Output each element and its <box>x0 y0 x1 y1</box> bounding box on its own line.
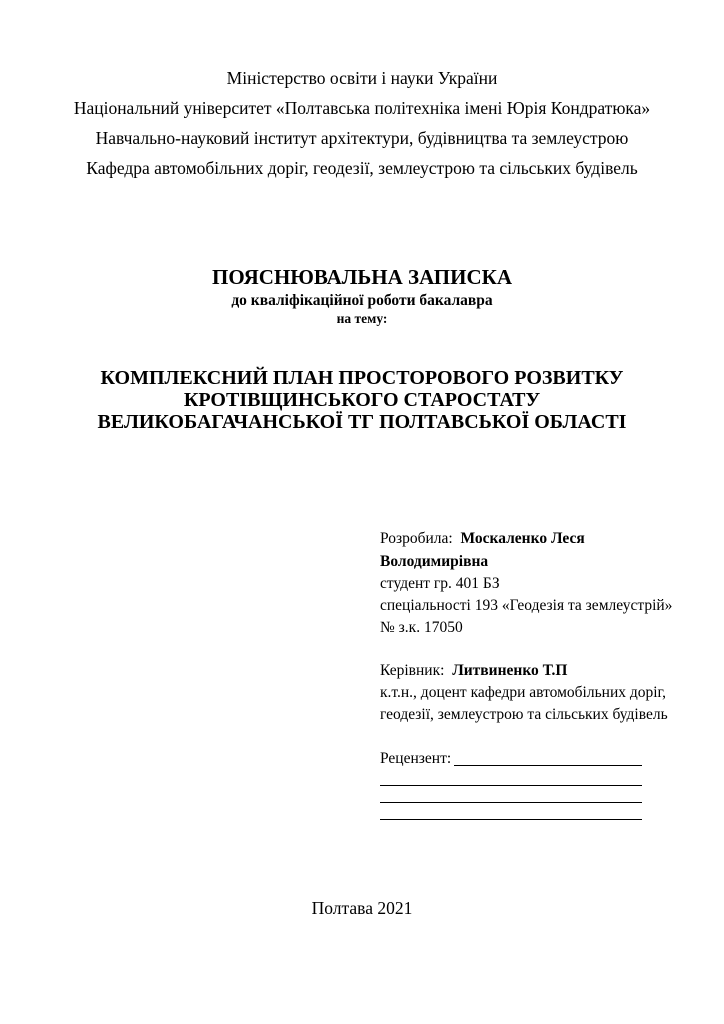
city-year: Полтава 2021 <box>311 898 413 918</box>
document-subtitle: до кваліфікаційної роботи бакалавра <box>231 292 493 309</box>
department-line: Кафедра автомобільних доріг, геодезії, землеустрою та сільських будівель <box>86 158 638 178</box>
supervisor-label: Керівник: <box>380 662 445 679</box>
topic-line-1: КОМПЛЕКСНИЙ ПЛАН ПРОСТОРОВОГО РОЗВИТКУ <box>100 367 624 389</box>
supervisor-position-2: геодезії, землеустрою та сільських будівель <box>380 706 668 723</box>
reviewer-label: Рецензент: <box>380 750 452 767</box>
supervisor-name: Литвиненко Т.П <box>452 662 568 679</box>
ministry-line: Міністерство освіти і науки України <box>226 68 498 88</box>
reviewer-blank-line-3 <box>380 819 642 820</box>
reviewer-name-line <box>454 765 642 766</box>
author-name-row-2 <box>380 553 488 571</box>
author-specialty: спеціальності 193 «Геодезія та землеустрій» <box>380 597 673 614</box>
supervisor-row <box>380 662 567 680</box>
supervisor-position-1: к.т.н., доцент кафедри автомобільних доріг, <box>380 684 667 701</box>
document-title: ПОЯСНЮВАЛЬНА ЗАПИСКА <box>211 265 513 289</box>
author-row <box>380 530 585 548</box>
reviewer-blank-line-1 <box>380 785 642 786</box>
institute-line: Навчально-науковий інститут архітектури, будівництва та землеустрою <box>95 128 629 148</box>
topic-line-3: ВЕЛИКОБАГАЧАНСЬКОЇ ТГ ПОЛТАВСЬКОЇ ОБЛАСТІ <box>97 411 627 433</box>
topic-line-2: КРОТІВЩИНСЬКОГО СТАРОСТАТУ <box>183 389 541 411</box>
author-record-book: № з.к. 17050 <box>380 619 463 636</box>
author-group: студент гр. 401 БЗ <box>380 575 500 592</box>
reviewer-blank-line-2 <box>380 802 642 803</box>
author-name-line-2: Володимирівна <box>380 553 489 570</box>
author-label: Розробила: <box>380 530 453 547</box>
on-topic-label: на тему: <box>336 311 388 326</box>
author-name-line-1: Москаленко Леся <box>460 530 585 547</box>
university-line: Національний університет «Полтавська політехніка імені Юрія Кондратюка» <box>73 98 651 118</box>
